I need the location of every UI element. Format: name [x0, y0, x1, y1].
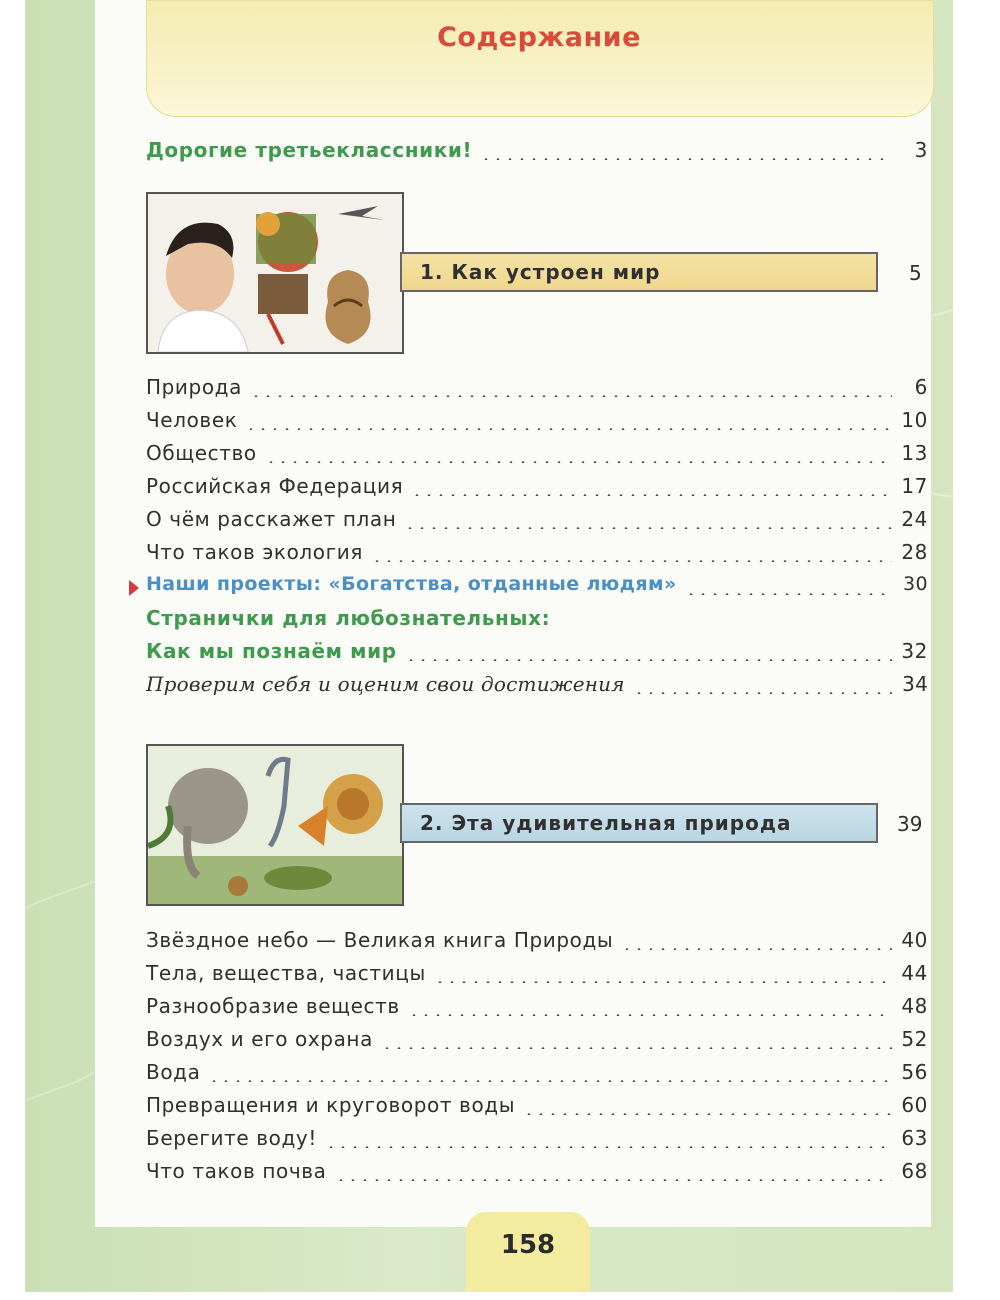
toc-row[interactable]: [146, 961, 928, 991]
leader-dots: [371, 560, 892, 562]
boy-with-world-icon: [148, 194, 402, 352]
leader-dots: [523, 1113, 892, 1115]
leader-dots: [633, 692, 892, 694]
toc-page: 40: [901, 928, 928, 952]
nature-animals-icon: [148, 746, 402, 904]
toc-row-project[interactable]: [146, 573, 928, 603]
toc-page: 63: [901, 1126, 928, 1150]
toc-row[interactable]: [146, 375, 928, 405]
toc-page: 60: [901, 1093, 928, 1117]
toc-label: Человек: [146, 408, 238, 432]
red-arrow-marker-icon: [129, 580, 139, 596]
toc-row[interactable]: [146, 1093, 928, 1123]
toc-row-check[interactable]: [146, 672, 928, 702]
leader-dots: [621, 948, 892, 950]
leader-dots: [404, 527, 892, 529]
toc-page: 6: [914, 375, 928, 399]
toc-label: Вода: [146, 1060, 201, 1084]
toc-page: 17: [901, 474, 928, 498]
toc-label: Как мы познаём мир: [146, 639, 397, 663]
toc-label: Дорогие третьеклассники!: [146, 138, 473, 162]
toc-label: О чём расскажет план: [146, 507, 397, 531]
toc-label: Берегите воду!: [146, 1126, 317, 1150]
toc-label: Что таков почва: [146, 1159, 327, 1183]
leader-dots: [408, 1014, 892, 1016]
toc-label: Превращения и круговорот воды: [146, 1093, 516, 1117]
toc-page: 10: [901, 408, 928, 432]
leader-dots: [405, 659, 892, 661]
toc-label: Звёздное небо — Великая книга Природы: [146, 928, 614, 952]
leader-dots: [480, 158, 892, 160]
toc-row[interactable]: [146, 1126, 928, 1156]
unit2-title: 2. Эта удивительная природа: [420, 811, 792, 835]
toc-row[interactable]: [146, 928, 928, 958]
curious-heading: [146, 606, 928, 636]
toc-row[interactable]: [146, 540, 928, 570]
toc-page: 24: [901, 507, 928, 531]
unit2-page: 39: [897, 812, 923, 836]
toc-row[interactable]: [146, 408, 928, 438]
toc-row-curious[interactable]: [146, 639, 928, 669]
unit1-bar[interactable]: [400, 252, 878, 292]
leader-dots: [250, 395, 892, 397]
toc-page: 13: [901, 441, 928, 465]
toc-label: Наши проекты: «Богатства, отданные людям»: [146, 573, 677, 595]
toc-label: Российская Федерация: [146, 474, 404, 498]
toc-page: 44: [901, 961, 928, 985]
unit1-title: 1. Как устроен мир: [420, 260, 661, 284]
leader-dots: [208, 1080, 892, 1082]
toc-row[interactable]: [146, 994, 928, 1024]
toc-page: 32: [901, 639, 928, 663]
leader-dots: [434, 981, 892, 983]
toc-label: Разнообразие веществ: [146, 994, 400, 1018]
toc-row[interactable]: [146, 1060, 928, 1090]
toc-label: Тела, вещества, частицы: [146, 961, 426, 985]
leader-dots: [335, 1179, 893, 1181]
toc-row[interactable]: [146, 507, 928, 537]
toc-label: Общество: [146, 441, 257, 465]
toc-row[interactable]: [146, 1027, 928, 1057]
toc-label: Природа: [146, 375, 242, 399]
leader-dots: [325, 1146, 892, 1148]
toc-page: 68: [901, 1159, 928, 1183]
toc-page: 34: [902, 672, 928, 696]
toc-label: Воздух и его охрана: [146, 1027, 373, 1051]
unit2-bar[interactable]: [400, 803, 878, 843]
unit1-illustration: [146, 192, 404, 354]
toc-row[interactable]: [146, 1159, 928, 1189]
leader-dots: [411, 494, 892, 496]
unit2-illustration: [146, 744, 404, 906]
leader-dots: [685, 593, 892, 595]
toc-label: Странички для любознательных:: [146, 606, 551, 630]
toc-row-intro[interactable]: [146, 138, 928, 168]
page-number: 158: [466, 1212, 590, 1292]
toc-label: Проверим себя и оценим свои достижения: [146, 672, 625, 696]
toc-page: 56: [901, 1060, 928, 1084]
toc-page: 28: [901, 540, 928, 564]
toc-page: 52: [901, 1027, 928, 1051]
unit1-page: 5: [909, 261, 922, 285]
header-band: [146, 0, 934, 117]
toc-row[interactable]: [146, 474, 928, 504]
leader-dots: [265, 461, 892, 463]
leader-dots: [245, 428, 892, 430]
toc-page: 48: [901, 994, 928, 1018]
toc-label: Что таков экология: [146, 540, 363, 564]
leader-dots: [381, 1047, 892, 1049]
page-title: Содержание: [437, 22, 641, 53]
toc-page: 30: [903, 573, 928, 595]
toc-row[interactable]: [146, 441, 928, 471]
toc-page: 3: [914, 138, 928, 162]
